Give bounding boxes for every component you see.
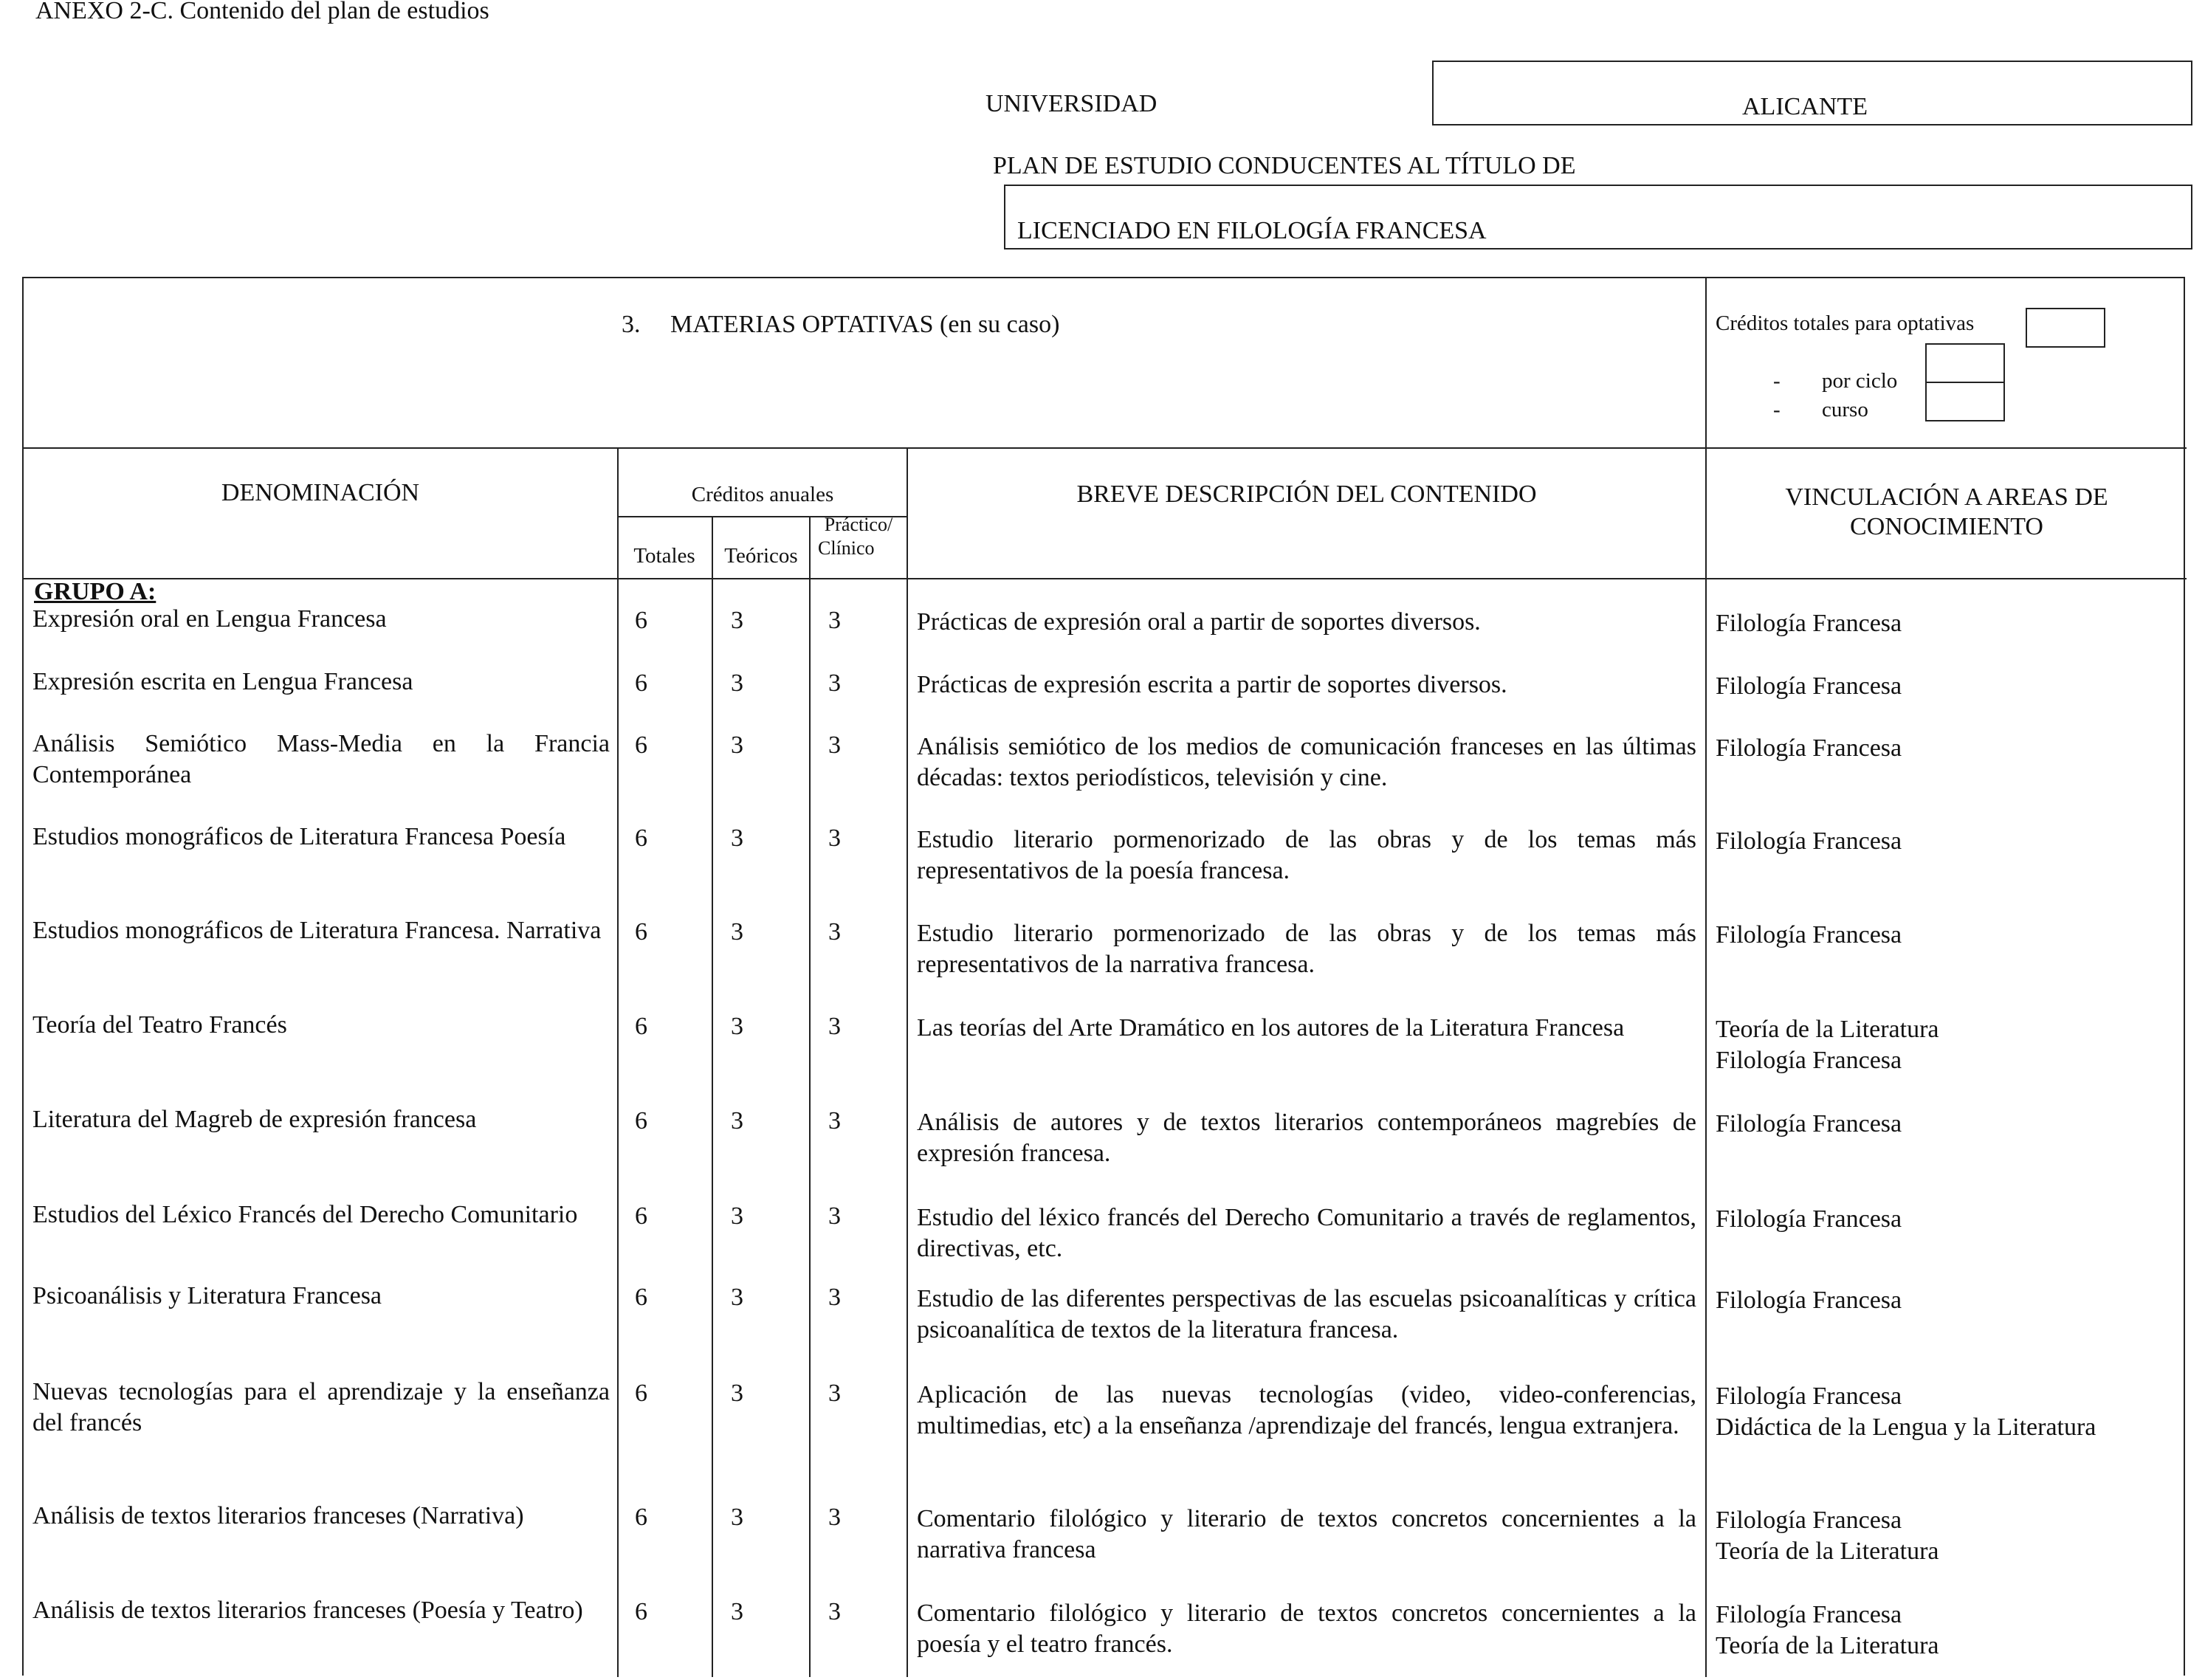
credits-teoricos: 3 — [731, 1284, 743, 1311]
subject-description: Prácticas de expresión escrita a partir de soportes diversos. — [917, 671, 1507, 698]
university-box — [1432, 61, 2192, 125]
credits-totales: 6 — [635, 824, 647, 852]
knowledge-area: Filología Francesa — [1716, 1205, 1902, 1233]
knowledge-area: Teoría de la Literatura — [1716, 1632, 1939, 1659]
subject-description: Estudio de las diferentes perspectivas de las escuelas psicoanalíticas y crítica psicoanalítica de textos de la literatura francesa. — [917, 1285, 1696, 1343]
subject-description: Análisis semiótico de los medios de comunicación franceses en las últimas décadas: textos periodísticos, televisión y cine. — [917, 733, 1696, 791]
credits-practicos: 3 — [828, 607, 841, 634]
credits-teoricos: 3 — [731, 1380, 743, 1407]
knowledge-area: Filología Francesa — [1716, 827, 1902, 855]
knowledge-area: Filología Francesa — [1716, 1601, 1902, 1628]
credits-teoricos: 3 — [731, 607, 743, 634]
credits-teoricos: 3 — [731, 1107, 743, 1135]
divider-denominacion — [617, 447, 619, 1677]
credits-practicos: 3 — [828, 669, 841, 697]
subject-name: Teoría del Teatro Francés — [32, 1011, 287, 1039]
credits-totales: 6 — [635, 1504, 647, 1531]
per-course-label: curso — [1822, 398, 1868, 421]
subject-description: Aplicación de las nuevas tecnologías (video, video-conferencias, multimedias, etc) a la enseñanza /aprendizaje del francés, lengua extranjera. — [917, 1381, 1696, 1439]
knowledge-area: Filología Francesa — [1716, 1287, 1902, 1314]
credits-totales: 6 — [635, 1202, 647, 1230]
subject-name: Expresión escrita en Lengua Francesa — [32, 668, 413, 695]
annex-title: ANEXO 2-C. Contenido del plan de estudios — [35, 0, 489, 24]
degree-title: LICENCIADO EN FILOLOGÍA FRANCESA — [1017, 217, 1487, 244]
credits-total-box — [2026, 308, 2105, 348]
university-label: UNIVERSIDAD — [985, 90, 1157, 117]
subject-description: Estudio del léxico francés del Derecho Comunitario a través de reglamentos, directivas, etc. — [917, 1204, 1696, 1262]
knowledge-area: Teoría de la Literatura — [1716, 1538, 1939, 1565]
knowledge-area: Filología Francesa — [1716, 610, 1902, 637]
credits-totales: 6 — [635, 1284, 647, 1311]
credits-practicos: 3 — [828, 1504, 841, 1531]
credits-totales: 6 — [635, 1598, 647, 1625]
knowledge-area: Filología Francesa — [1716, 1383, 1902, 1410]
dash-course: - — [1773, 398, 1781, 421]
credits-totales: 6 — [635, 1380, 647, 1407]
credits-practicos: 3 — [828, 731, 841, 759]
subject-description: Las teorías del Arte Dramático en los autores de la Literatura Francesa — [917, 1014, 1625, 1042]
credits-practicos: 3 — [828, 1380, 841, 1407]
section-number: 3. — [622, 311, 641, 338]
university-value: ALICANTE — [1742, 93, 1868, 120]
subject-description: Prácticas de expresión oral a partir de soportes diversos. — [917, 608, 1481, 636]
subject-name: Análisis Semiótico Mass-Media en la Francia Contemporánea — [32, 730, 610, 788]
col-teoricos: Teóricos — [724, 544, 798, 568]
subject-name: Análisis de textos literarios franceses (Narrativa) — [32, 1502, 524, 1529]
col-descripcion: BREVE DESCRIPCIÓN DEL CONTENIDO — [1076, 481, 1537, 508]
col-totales: Totales — [633, 544, 695, 568]
plan-label: PLAN DE ESTUDIO CONDUCENTES AL TÍTULO DE — [993, 152, 1576, 179]
subject-description: Estudio literario pormenorizado de las obras y de los temas más representativos de la narrativa francesa. — [917, 920, 1696, 978]
credits-teoricos: 3 — [731, 1013, 743, 1040]
credits-practicos: 3 — [828, 1013, 841, 1040]
credits-practicos: 3 — [828, 918, 841, 946]
knowledge-area: Filología Francesa — [1716, 1110, 1902, 1137]
knowledge-area: Filología Francesa — [1716, 672, 1902, 700]
subject-description: Estudio literario pormenorizado de las obras y de los temas más representativos de la poesía francesa. — [917, 826, 1696, 884]
credits-practicos: 3 — [828, 1598, 841, 1625]
credits-totales: 6 — [635, 918, 647, 946]
divider-totales — [712, 516, 713, 1677]
subject-name: Psicoanálisis y Literatura Francesa — [32, 1282, 382, 1309]
subject-name: Estudios del Léxico Francés del Derecho Comunitario — [32, 1201, 578, 1228]
per-cycle-label: por ciclo — [1822, 369, 1898, 393]
knowledge-area: Didáctica de la Lengua y la Literatura — [1716, 1414, 2096, 1441]
col-practico: Práctico/ — [824, 514, 893, 535]
divider-practicos — [907, 447, 908, 1677]
credits-teoricos: 3 — [731, 1202, 743, 1230]
per-cycle-box — [1925, 343, 2005, 383]
col-vinculacion-line2: CONOCIMIENTO — [1850, 513, 2043, 540]
credits-practicos: 3 — [828, 1202, 841, 1230]
credits-teoricos: 3 — [731, 731, 743, 759]
knowledge-area: Filología Francesa — [1716, 734, 1902, 762]
credits-totales: 6 — [635, 607, 647, 634]
credits-teoricos: 3 — [731, 1598, 743, 1625]
credits-practicos: 3 — [828, 824, 841, 852]
knowledge-area: Filología Francesa — [1716, 921, 1902, 949]
knowledge-area: Filología Francesa — [1716, 1047, 1902, 1074]
credits-totales: 6 — [635, 1107, 647, 1135]
subject-name: Estudios monográficos de Literatura Francesa. Narrativa — [32, 917, 602, 944]
knowledge-area: Filología Francesa — [1716, 1507, 1902, 1534]
divider-teoricos — [809, 516, 811, 1677]
subject-name: Expresión oral en Lengua Francesa — [32, 605, 387, 633]
credits-totales: 6 — [635, 1013, 647, 1040]
header-divider — [24, 447, 2187, 449]
degree-box — [1004, 185, 2192, 249]
dash-cycle: - — [1773, 369, 1781, 393]
subject-description: Comentario filológico y literario de textos concretos concernientes a la narrativa francesa — [917, 1505, 1696, 1563]
credits-teoricos: 3 — [731, 918, 743, 946]
per-course-box — [1925, 382, 2005, 421]
credits-teoricos: 3 — [731, 1504, 743, 1531]
credits-practicos: 3 — [828, 1107, 841, 1135]
col-clinico: Clínico — [818, 537, 875, 559]
optional-subjects-table — [22, 277, 2185, 1676]
subject-name: Literatura del Magreb de expresión francesa — [32, 1106, 477, 1133]
credits-totales: 6 — [635, 669, 647, 697]
subject-description: Análisis de autores y de textos literarios contemporáneos magrebíes de expresión francesa. — [917, 1109, 1696, 1167]
knowledge-area: Teoría de la Literatura — [1716, 1016, 1939, 1043]
credits-total-label: Créditos totales para optativas — [1716, 311, 1975, 335]
credits-practicos: 3 — [828, 1284, 841, 1311]
subject-name: Estudios monográficos de Literatura Francesa Poesía — [32, 823, 566, 850]
section-title: MATERIAS OPTATIVAS (en su caso) — [670, 311, 1060, 338]
group-label: GRUPO A: — [34, 578, 156, 605]
subject-description: Comentario filológico y literario de textos concretos concernientes a la poesía y el teatro francés. — [917, 1600, 1696, 1658]
subject-name: Nuevas tecnologías para el aprendizaje y la enseñanza del francés — [32, 1378, 610, 1436]
column-header-bottom — [24, 578, 2187, 579]
col-creditos: Créditos anuales — [691, 483, 834, 506]
credits-teoricos: 3 — [731, 824, 743, 852]
credits-totales: 6 — [635, 731, 647, 759]
subject-name: Análisis de textos literarios franceses (Poesía y Teatro) — [32, 1597, 583, 1624]
col-vinculacion-line1: VINCULACIÓN A AREAS DE — [1785, 483, 2108, 511]
col-denominacion: DENOMINACIÓN — [221, 479, 420, 506]
credits-teoricos: 3 — [731, 669, 743, 697]
